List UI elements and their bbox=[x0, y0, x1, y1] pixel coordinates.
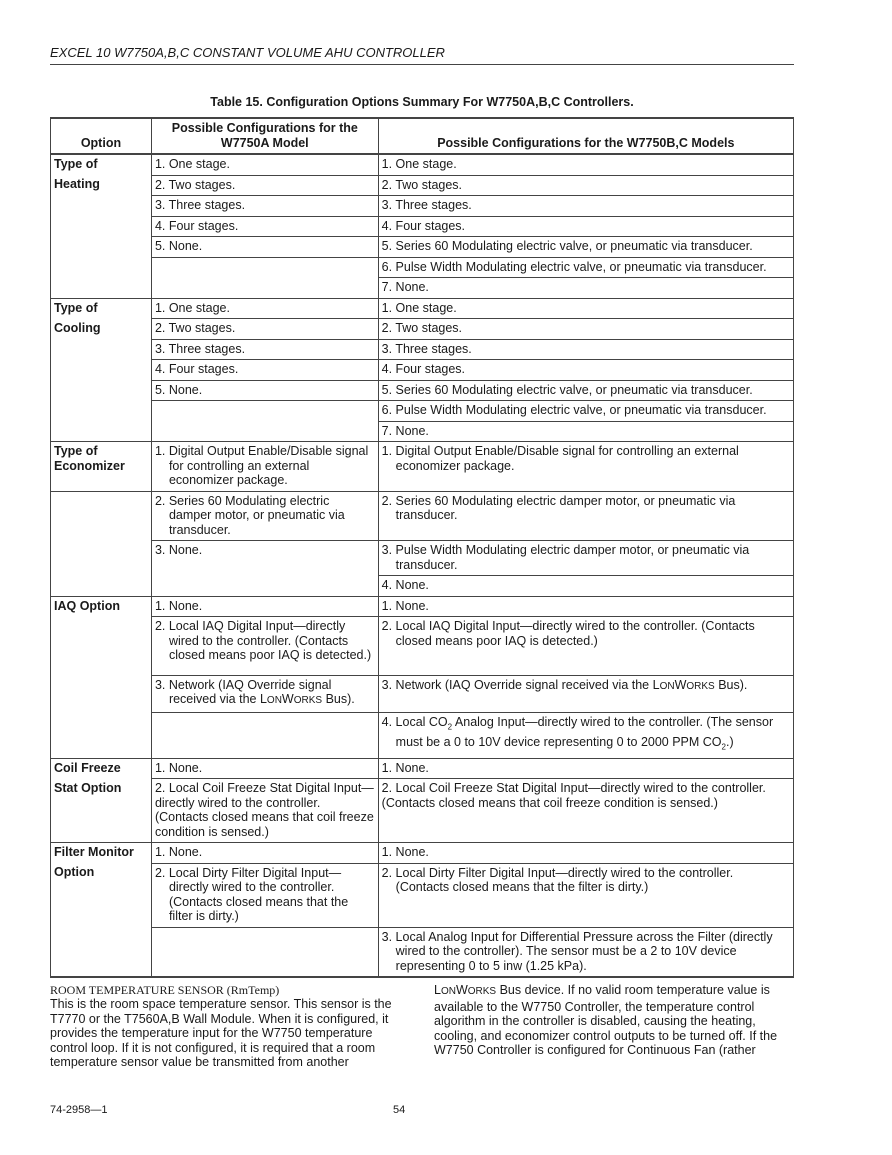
bc-cell: 4. None. bbox=[378, 576, 793, 597]
table-row bbox=[51, 491, 794, 541]
a-cell: 1. None. bbox=[151, 843, 378, 864]
bc-cell: 3. Network (IAQ Override signal received via the LONWORKS Bus). bbox=[378, 675, 793, 712]
configuration-options-table bbox=[50, 117, 794, 978]
a-cell: 1. None. bbox=[151, 758, 378, 779]
a-cell: 2. Series 60 Modulating electric damper motor, or pneumatic via transducer. bbox=[151, 491, 378, 541]
bc-cell: 2. Local Dirty Filter Digital Input—directly wired to the controller. (Contacts closed means that the filter is dirty.) bbox=[378, 863, 793, 927]
running-header: EXCEL 10 W7750A,B,C CONSTANT VOLUME AHU CONTROLLER bbox=[50, 45, 445, 60]
bc-cell: 2. Local IAQ Digital Input—directly wired to the controller. (Contacts closed means poor IAQ is detected.) bbox=[378, 617, 793, 676]
table-row bbox=[51, 617, 794, 676]
a-cell: 2. Two stages. bbox=[151, 175, 378, 196]
table-row bbox=[51, 298, 794, 319]
bc-cell: 2. Two stages. bbox=[378, 175, 793, 196]
bc-cell: 7. None. bbox=[378, 421, 793, 442]
bc-cell: 1. None. bbox=[378, 596, 793, 617]
table-row bbox=[51, 541, 794, 576]
option-iaq-label: IAQ Option bbox=[51, 596, 152, 617]
table-row bbox=[51, 278, 794, 299]
table-row bbox=[51, 216, 794, 237]
a-cell: 5. None. bbox=[151, 380, 378, 401]
table-row bbox=[51, 712, 794, 758]
document-number: 74-2958—1 bbox=[50, 1104, 108, 1116]
a-cell: 2. Local Coil Freeze Stat Digital Input—directly wired to the controller. (Contacts closed means that coil freeze condition is sensed.) bbox=[151, 779, 378, 843]
a-cell: 1. Digital Output Enable/Disable signal for controlling an external economizer package. bbox=[151, 442, 378, 492]
a-cell: 5. None. bbox=[151, 237, 378, 258]
table-row bbox=[51, 576, 794, 597]
header-w7750a: Possible Configurations for the W7750A Model bbox=[151, 118, 378, 154]
a-cell: 1. One stage. bbox=[151, 298, 378, 319]
header-w7750bc: Possible Configurations for the W7750B,C Models bbox=[378, 118, 793, 154]
bc-cell: 3. Three stages. bbox=[378, 196, 793, 217]
table-row bbox=[51, 401, 794, 422]
page-number: 54 bbox=[393, 1104, 406, 1116]
a-cell: 3. Three stages. bbox=[151, 196, 378, 217]
table-row bbox=[51, 237, 794, 258]
option-heating-label-2: Heating bbox=[51, 175, 152, 196]
option-coil-label-2: Stat Option bbox=[51, 779, 152, 843]
bc-cell: 3. Three stages. bbox=[378, 339, 793, 360]
bc-cell: 1. One stage. bbox=[378, 298, 793, 319]
bc-cell: 3. Pulse Width Modulating electric damper motor, or pneumatic via transducer. bbox=[378, 541, 793, 576]
table-header-row bbox=[51, 118, 794, 154]
table-row bbox=[51, 863, 794, 927]
table-caption: Table 15. Configuration Options Summary For W7750A,B,C Controllers. bbox=[210, 95, 634, 109]
body-text-right: LONWORKS Bus device. If no valid room temperature value is available to the W7750 Controller, the temperature control algorithm in the controller is disabled, causing the heating, cooling, and economizer control outputs to be turned off. If the W7750 Controller is configured for Continuous Fan (rather bbox=[434, 983, 778, 1057]
section-heading: ROOM TEMPERATURE SENSOR (RmTemp) bbox=[50, 983, 280, 997]
table-row bbox=[51, 339, 794, 360]
table-row bbox=[51, 319, 794, 340]
a-cell: 1. One stage. bbox=[151, 154, 378, 175]
bc-cell: 2. Local Coil Freeze Stat Digital Input—directly wired to the controller. (Contacts closed means that coil freeze condition is sensed.) bbox=[378, 779, 793, 843]
option-filter-label: Filter Monitor bbox=[51, 843, 152, 864]
table-row bbox=[51, 380, 794, 401]
table-row bbox=[51, 927, 794, 977]
bc-cell: 1. None. bbox=[378, 843, 793, 864]
table-row bbox=[51, 154, 794, 175]
table-row bbox=[51, 196, 794, 217]
bc-cell: 7. None. bbox=[378, 278, 793, 299]
table-row bbox=[51, 360, 794, 381]
table-row bbox=[51, 421, 794, 442]
bc-cell: 5. Series 60 Modulating electric valve, or pneumatic via transducer. bbox=[378, 380, 793, 401]
bc-cell: 4. Four stages. bbox=[378, 216, 793, 237]
option-coil-label: Coil Freeze bbox=[51, 758, 152, 779]
body-text-left: This is the room space temperature sensor. This sensor is the T7770 or the T7560A,B Wall Module. When it is configured, it provides the temperature input for the W7750 temperature control loop. If it is not configured, it is required that a room temperature sensor value be transmitted from another bbox=[50, 997, 392, 1069]
table-row bbox=[51, 257, 794, 278]
bc-cell: 2. Series 60 Modulating electric damper motor, or pneumatic via transducer. bbox=[378, 491, 793, 541]
bc-cell: 3. Local Analog Input for Differential Pressure across the Filter (directly wired to the controller). The sensor must be a 2 to 10V device representing 0 to 5 inw (1.25 kPa). bbox=[378, 927, 793, 977]
table-row bbox=[51, 843, 794, 864]
a-cell: 1. None. bbox=[151, 596, 378, 617]
bc-cell: 6. Pulse Width Modulating electric valve, or pneumatic via transducer. bbox=[378, 257, 793, 278]
bc-cell: 1. None. bbox=[378, 758, 793, 779]
a-cell: 2. Local IAQ Digital Input—directly wired to the controller. (Contacts closed means poor IAQ is detected.) bbox=[151, 617, 378, 676]
table-row bbox=[51, 175, 794, 196]
a-cell: 2. Two stages. bbox=[151, 319, 378, 340]
header-option: Option bbox=[51, 118, 152, 154]
bc-cell: 2. Two stages. bbox=[378, 319, 793, 340]
option-cooling-label-2: Cooling bbox=[51, 319, 152, 340]
a-cell: 2. Local Dirty Filter Digital Input—directly wired to the controller. (Contacts closed means that the filter is dirty.) bbox=[151, 863, 378, 927]
table-row bbox=[51, 675, 794, 712]
table-row bbox=[51, 596, 794, 617]
option-filter-label-2: Option bbox=[51, 863, 152, 927]
a-cell: 3. None. bbox=[151, 541, 378, 576]
a-cell: 4. Four stages. bbox=[151, 216, 378, 237]
a-cell: 3. Network (IAQ Override signal received via the LONWORKS Bus). bbox=[151, 675, 378, 712]
bc-cell: 4. Local $CO_2$ Analog Input—directly wired to the controller. (The sensor must be a 0 to 10V device representing 0 to 2000 PPM $CO_2$.) bbox=[378, 712, 793, 758]
bc-cell: 4. Four stages. bbox=[378, 360, 793, 381]
a-cell: 3. Three stages. bbox=[151, 339, 378, 360]
table-row bbox=[51, 779, 794, 843]
bc-cell: 1. Digital Output Enable/Disable signal for controlling an external economizer package. bbox=[378, 442, 793, 492]
header-rule bbox=[50, 64, 794, 65]
option-economizer-label: Type of Economizer bbox=[51, 442, 152, 492]
bc-cell: 1. One stage. bbox=[378, 154, 793, 175]
bc-cell: 6. Pulse Width Modulating electric valve, or pneumatic via transducer. bbox=[378, 401, 793, 422]
option-heating-label: Type of bbox=[51, 154, 152, 175]
a-cell: 4. Four stages. bbox=[151, 360, 378, 381]
option-cooling-label: Type of bbox=[51, 298, 152, 319]
table-row bbox=[51, 442, 794, 492]
bc-cell: 5. Series 60 Modulating electric valve, or pneumatic via transducer. bbox=[378, 237, 793, 258]
table-row bbox=[51, 758, 794, 779]
